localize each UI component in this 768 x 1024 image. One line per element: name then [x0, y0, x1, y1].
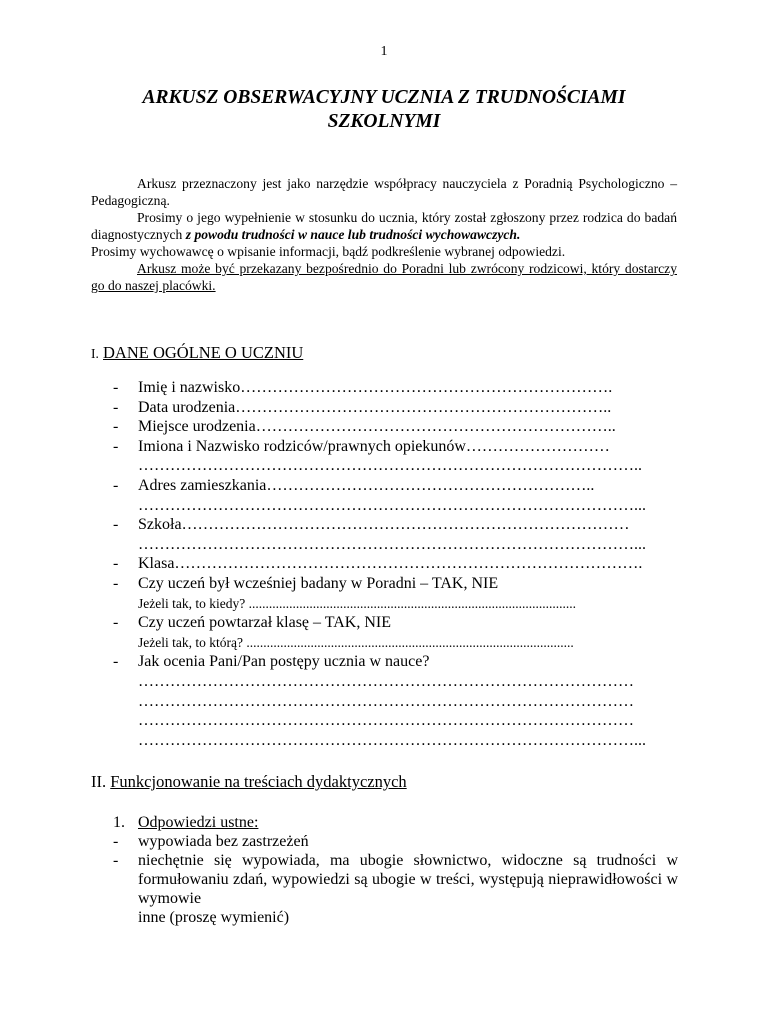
title-line-2: SZKOLNYMI	[327, 111, 441, 132]
field-birth-date[interactable]: Data urodzenia……………………………………………………………..	[138, 398, 612, 416]
option-speaks-freely[interactable]: wypowiada bez zastrzeżeń	[138, 833, 309, 850]
question-examined-before[interactable]: Czy uczeń był wcześniej badany w Poradni – TAK, NIE	[138, 574, 499, 592]
list-marker: -	[113, 852, 119, 869]
field-birth-place[interactable]: Miejsce urodzenia…………………………………………………………..	[138, 418, 616, 436]
intro-text	[91, 175, 677, 294]
field-class[interactable]: Klasa…………………………………………………………………………….	[138, 555, 643, 573]
list-marker: -	[113, 555, 119, 573]
list-marker: -	[113, 418, 119, 436]
title-line-1: ARKUSZ OBSERWACYJNY UCZNIA Z TRUDNOŚCIAMI	[142, 87, 626, 108]
section-1-heading	[91, 343, 303, 363]
section-1-title: DANE OGÓLNE O UCZNIU	[103, 343, 304, 362]
list-marker: -	[113, 574, 119, 592]
section-2-heading	[91, 772, 407, 792]
progress-answer-line-1[interactable]: …………………………………………………………………………………	[138, 672, 634, 690]
option-other[interactable]: inne (proszę wymienić)	[138, 909, 290, 926]
field-address[interactable]: Adres zamieszkania……………………………………………………..	[138, 476, 595, 494]
field-parents-names-continuation[interactable]: …………………………………………………………………………………..	[138, 457, 642, 475]
intro-paragraph-2	[91, 209, 677, 243]
field-name[interactable]: Imię i nazwisko…………………………………………………………….	[138, 379, 613, 396]
list-item	[113, 398, 678, 418]
list-item	[113, 378, 678, 398]
intro-paragraph-3: Prosimy wychowawcę o wpisanie informacji, bądź podkreślenie wybranej odpowiedzi.	[91, 244, 566, 259]
list-item	[113, 574, 678, 613]
list-item	[113, 908, 678, 927]
page-number: 1	[380, 44, 388, 59]
list-item	[113, 515, 678, 554]
list-item	[113, 476, 678, 515]
list-item	[113, 851, 678, 908]
list-item	[113, 813, 678, 832]
list-marker: -	[113, 379, 119, 396]
list-marker: -	[113, 437, 119, 455]
intro-paragraph-2-emphasis: z powodu trudności w nauce lub trudności wychowawczych.	[185, 227, 521, 242]
question-repeated-class[interactable]: Czy uczeń powtarzał klasę – TAK, NIE	[138, 614, 391, 632]
section-2-number: II.	[91, 772, 107, 791]
list-marker: -	[113, 476, 119, 494]
field-address-continuation[interactable]: …………………………………………………………………………………...	[138, 496, 646, 514]
intro-paragraph-1: Arkusz przeznaczony jest jako narzędzie współpracy nauczyciela z Poradnią Psychologiczno – Pedagogiczną.	[91, 176, 677, 208]
list-marker: -	[113, 653, 119, 671]
list-item	[113, 417, 678, 437]
list-item	[113, 652, 678, 750]
list-marker: -	[113, 398, 119, 416]
progress-answer-line-2[interactable]: …………………………………………………………………………………	[138, 692, 634, 710]
subsection-oral-answers: Odpowiedzi ustne:	[138, 814, 259, 831]
field-parents-names[interactable]: Imiona i Nazwisko rodziców/prawnych opiekunów………………………	[138, 437, 610, 455]
list-item	[113, 832, 678, 851]
list-marker: -	[113, 833, 119, 850]
section-1-number: I.	[91, 346, 99, 361]
option-reluctant-speaker[interactable]: niechętnie się wypowiada, ma ubogie słownictwo, widoczne są trudności w formułowaniu zdań, wypowiedzi są ubogie w treści, występują nieprawidłowości w wymowie	[138, 852, 678, 907]
question-progress: Jak ocenia Pani/Pan postępy ucznia w nauce?	[138, 653, 430, 671]
list-item	[113, 613, 678, 652]
field-examined-when[interactable]: Jeżeli tak, to kiedy? .................................................................................................	[138, 595, 576, 611]
section-2-title: Funkcjonowanie na treściach dydaktycznych	[110, 772, 407, 791]
didactic-functioning-list	[113, 813, 678, 927]
student-data-list	[113, 378, 678, 750]
progress-answer-line-3[interactable]: …………………………………………………………………………………	[138, 712, 634, 730]
field-school-continuation[interactable]: …………………………………………………………………………………...	[138, 535, 646, 553]
intro-paragraph-2-text: Prosimy o jego wypełnienie w stosunku do ucznia, który został zgłoszony przez rodzica do badań diagnostycznych	[91, 210, 677, 242]
progress-answer-line-4[interactable]: …………………………………………………………………………………...	[138, 731, 646, 749]
list-item	[113, 554, 678, 574]
list-marker: -	[113, 516, 119, 534]
document-title	[91, 86, 677, 134]
list-item	[113, 437, 678, 476]
intro-paragraph-4: Arkusz może być przekazany bezpośrednio do Poradni lub zwrócony rodzicowi, który dostarczy go do naszej placówki.	[91, 261, 677, 293]
list-marker: 1.	[113, 814, 125, 831]
list-marker: -	[113, 614, 119, 632]
field-repeated-which[interactable]: Jeżeli tak, to którą? .................................................................................................	[138, 634, 574, 650]
field-school[interactable]: Szkoła…………………………………………………………………………	[138, 516, 630, 534]
